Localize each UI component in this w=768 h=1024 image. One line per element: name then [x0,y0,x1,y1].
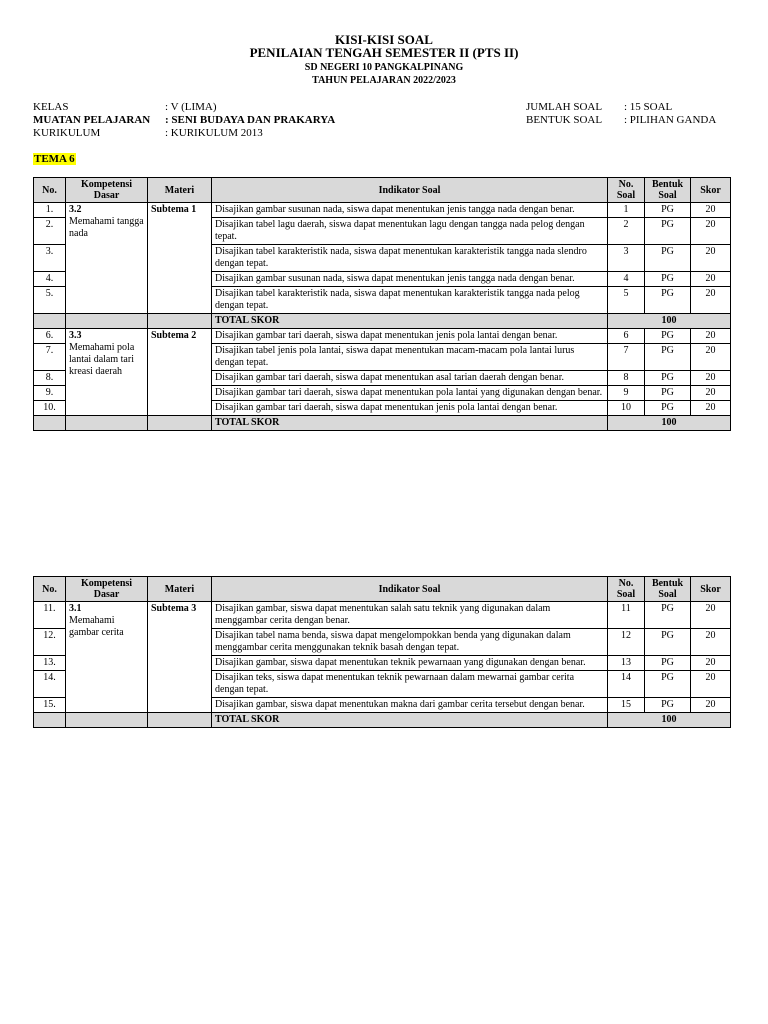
no-soal-cell: 8 [608,371,645,386]
row-number: 8. [34,371,66,386]
col-no-soal: No. Soal [608,178,645,203]
kompetensi-dasar-cell [66,602,148,713]
indikator-cell: Disajikan tabel karakteristik nada, siswa dapat menentukan karakteristik tangga nada slendro dengan tepat. [212,245,608,272]
kd-text: Memahami pola lantai dalam tari kreasi daerah [69,342,135,377]
row-number: 1. [34,203,66,218]
no-soal-cell: 5 [608,287,645,314]
indikator-cell: Disajikan gambar tari daerah, siswa dapat menentukan jenis pola lantai dengan benar. [212,401,608,416]
tema-label: TEMA 6 [34,153,75,165]
col-no: No. [34,577,66,602]
row-number: 9. [34,386,66,401]
table-row [34,602,731,629]
bentuk-soal-cell: PG [645,671,691,698]
col-materi: Materi [148,577,212,602]
total-value: 100 [608,713,731,728]
row-number: 11. [34,602,66,629]
col-no-soal: No. Soal [608,577,645,602]
no-soal-cell: 4 [608,272,645,287]
no-soal-cell: 9 [608,386,645,401]
row-number: 3. [34,245,66,272]
total-label: TOTAL SKOR [212,713,608,728]
no-soal-cell: 13 [608,656,645,671]
row-number: 12. [34,629,66,656]
table-row [34,329,731,344]
skor-cell: 20 [691,602,731,629]
materi-cell: Subtema 3 [148,602,212,713]
col-bentuk-soal: Bentuk Soal [645,577,691,602]
bentuk-soal-cell: PG [645,629,691,656]
kd-number: 3.2 [69,204,82,215]
skor-cell: 20 [691,203,731,218]
kelas-value: : V (LIMA) [165,101,217,113]
row-number: 7. [34,344,66,371]
indikator-cell: Disajikan gambar susunan nada, siswa dapat menentukan jenis tangga nada dengan benar. [212,203,608,218]
bentuk-soal-cell: PG [645,203,691,218]
indikator-cell: Disajikan gambar, siswa dapat menentukan teknik pewarnaan yang digunakan dengan benar. [212,656,608,671]
jumlah-label: JUMLAH SOAL [526,101,603,113]
kisi-table-2 [33,576,731,728]
muatan-value: : SENI BUDAYA DAN PRAKARYA [165,114,336,126]
kd-text: Memahami gambar cerita [69,615,124,638]
row-number: 15. [34,698,66,713]
row-number: 10. [34,401,66,416]
col-skor: Skor [691,178,731,203]
col-bentuk-soal: Bentuk Soal [645,178,691,203]
col-indikator-soal: Indikator Soal [212,577,608,602]
bentuk-soal-cell: PG [645,344,691,371]
table-header-row [34,577,731,602]
skor-cell: 20 [691,656,731,671]
skor-cell: 20 [691,329,731,344]
row-number: 2. [34,218,66,245]
row-number: 6. [34,329,66,344]
kurikulum-label: KURIKULUM [33,127,101,139]
info-right [526,101,716,127]
indikator-cell: Disajikan gambar tari daerah, siswa dapat menentukan jenis pola lantai dengan benar. [212,329,608,344]
skor-cell: 20 [691,245,731,272]
indikator-cell: Disajikan gambar, siswa dapat menentukan makna dari gambar cerita tersebut dengan benar. [212,698,608,713]
indikator-cell: Disajikan gambar tari daerah, siswa dapat menentukan asal tarian daerah dengan benar. [212,371,608,386]
table-header-row [34,178,731,203]
indikator-cell: Disajikan tabel jenis pola lantai, siswa dapat menentukan macam-macam pola lantai lurus dengan tepat. [212,344,608,371]
col-no: No. [34,178,66,203]
skor-cell: 20 [691,287,731,314]
total-value: 100 [608,416,731,431]
bentuk-soal-cell: PG [645,272,691,287]
school-name: SD NEGERI 10 PANGKALPINANG [304,62,464,73]
school-year: TAHUN PELAJARAN 2022/2023 [312,75,456,86]
bentuk-soal-cell: PG [645,287,691,314]
col-kompetensi-dasar: Kompetensi Dasar [66,178,148,203]
row-number: 13. [34,656,66,671]
info-left [33,101,335,140]
jumlah-value: : 15 SOAL [624,101,673,113]
doc-subtitle: PENILAIAN TENGAH SEMESTER II (PTS II) [249,45,519,60]
kd-number: 3.3 [69,330,82,341]
muatan-label: MUATAN PELAJARAN [33,114,151,126]
indikator-cell: Disajikan gambar, siswa dapat menentukan salah satu teknik yang digunakan dalam menggambar cerita dengan benar. [212,602,608,629]
bentuk-soal-cell: PG [645,245,691,272]
bentuk-soal-cell: PG [645,602,691,629]
indikator-cell: Disajikan tabel karakteristik nada, siswa dapat menentukan karakteristik tangga nada pelog dengan tepat. [212,287,608,314]
bentuk-soal-cell: PG [645,401,691,416]
kelas-label: KELAS [33,101,69,113]
skor-cell: 20 [691,344,731,371]
bentuk-soal-cell: PG [645,698,691,713]
skor-cell: 20 [691,671,731,698]
table-row [34,203,731,218]
doc-title: KISI-KISI SOAL [335,32,433,47]
skor-cell: 20 [691,272,731,287]
no-soal-cell: 3 [608,245,645,272]
skor-cell: 20 [691,401,731,416]
bentuk-value: : PILIHAN GANDA [624,114,717,126]
no-soal-cell: 15 [608,698,645,713]
bentuk-soal-cell: PG [645,386,691,401]
bentuk-soal-cell: PG [645,329,691,344]
skor-cell: 20 [691,698,731,713]
col-skor: Skor [691,577,731,602]
total-label: TOTAL SKOR [212,416,608,431]
kd-number: 3.1 [69,603,82,614]
bentuk-soal-cell: PG [645,656,691,671]
indikator-cell: Disajikan teks, siswa dapat menentukan teknik pewarnaan dalam mewarnai gambar cerita dengan tepat. [212,671,608,698]
kisi-table-1 [33,177,731,431]
bentuk-soal-cell: PG [645,218,691,245]
total-label: TOTAL SKOR [212,314,608,329]
no-soal-cell: 11 [608,602,645,629]
no-soal-cell: 7 [608,344,645,371]
bentuk-label: BENTUK SOAL [526,114,603,126]
materi-cell: Subtema 2 [148,329,212,416]
no-soal-cell: 12 [608,629,645,656]
indikator-cell: Disajikan gambar susunan nada, siswa dapat menentukan jenis tangga nada dengan benar. [212,272,608,287]
kd-text: Memahami tangga nada [69,216,144,239]
col-materi: Materi [148,178,212,203]
skor-cell: 20 [691,218,731,245]
no-soal-cell: 1 [608,203,645,218]
skor-cell: 20 [691,371,731,386]
col-kompetensi-dasar: Kompetensi Dasar [66,577,148,602]
no-soal-cell: 14 [608,671,645,698]
kompetensi-dasar-cell [66,329,148,416]
indikator-cell: Disajikan tabel nama benda, siswa dapat mengelompokkan benda yang digunakan dalam menggambar cerita menggunakan teknik basah dengan tepat. [212,629,608,656]
total-row [34,416,731,431]
no-soal-cell: 6 [608,329,645,344]
total-row [34,713,731,728]
row-number: 4. [34,272,66,287]
total-row [34,314,731,329]
kompetensi-dasar-cell [66,203,148,314]
col-indikator-soal: Indikator Soal [212,178,608,203]
skor-cell: 20 [691,629,731,656]
no-soal-cell: 2 [608,218,645,245]
total-value: 100 [608,314,731,329]
indikator-cell: Disajikan tabel lagu daerah, siswa dapat menentukan lagu dengan tangga nada pelog dengan tepat. [212,218,608,245]
skor-cell: 20 [691,386,731,401]
kurikulum-value: : KURIKULUM 2013 [165,127,263,139]
materi-cell: Subtema 1 [148,203,212,314]
indikator-cell: Disajikan gambar tari daerah, siswa dapat menentukan pola lantai yang digunakan dengan benar. [212,386,608,401]
no-soal-cell: 10 [608,401,645,416]
row-number: 14. [34,671,66,698]
row-number: 5. [34,287,66,314]
bentuk-soal-cell: PG [645,371,691,386]
